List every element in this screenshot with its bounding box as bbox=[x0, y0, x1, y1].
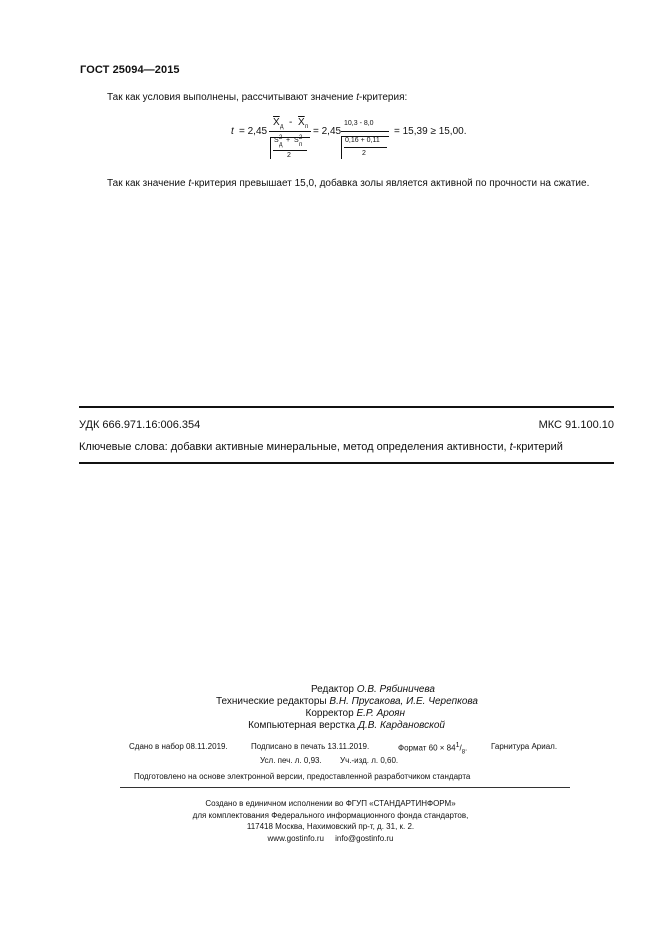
imprint-format: Формат $60 \times 84^1/_8$. bbox=[398, 742, 468, 756]
formula-xp-sub: п bbox=[305, 124, 309, 130]
t-symbol: t bbox=[509, 441, 513, 453]
paragraph-text: Так как значение bbox=[107, 178, 189, 189]
credit-name: Д.В. Кардановской bbox=[357, 720, 445, 731]
footer-line-1: Создано в единичном исполнении во ФГУП «СТАНДАРТИНФОРМ» bbox=[205, 799, 456, 808]
formula-t: t bbox=[231, 126, 234, 137]
imprint-signed: Подписано в печать 13.11.2019. bbox=[251, 742, 370, 751]
paragraph-text: -критерия: bbox=[359, 92, 408, 103]
format-frac-num: 1 bbox=[455, 742, 460, 749]
inner-fraction-line bbox=[273, 150, 307, 151]
keywords-text: Ключевые слова: добавки активные минеральные, метод определения активности, bbox=[79, 441, 510, 453]
formula-sd-sub: д bbox=[279, 142, 283, 148]
credit-layout bbox=[248, 719, 445, 732]
credit-name: В.Н. Прусакова, И.Е. Черепкова bbox=[329, 696, 478, 707]
rule-bottom bbox=[79, 462, 614, 464]
t-test-formula bbox=[231, 117, 481, 165]
keywords-text: -критерий bbox=[512, 441, 563, 453]
formula-plus: + bbox=[286, 137, 291, 144]
footer-line-3: 117418 Москва, Нахимовский пр-т, д. 31, к. 2. bbox=[246, 822, 415, 831]
formula-xp: $\overline{X}$ bbox=[298, 117, 305, 128]
fraction-line-2 bbox=[341, 131, 389, 132]
formula-sp: S bbox=[294, 137, 299, 144]
formula-sd-sup: 2 bbox=[279, 135, 283, 141]
formula-result: = 15,39 ≥ 15,00. bbox=[394, 126, 467, 137]
format-text: Формат 60 × 84 bbox=[398, 743, 456, 753]
formula-xd: $\overline{X}$ bbox=[273, 117, 280, 128]
credit-label: Редактор bbox=[310, 684, 357, 695]
paragraph-text: -критерия превышает 15,0, добавка золы является активной по прочности на сжатие. bbox=[191, 178, 590, 189]
fraction-line bbox=[269, 131, 311, 132]
formula-sd: S bbox=[274, 137, 279, 144]
formula-den2: 0,16 + 0,11 bbox=[345, 137, 380, 144]
credit-name: Е.Р. Ароян bbox=[356, 708, 405, 719]
imprint-font: Гарнитура Ариал. bbox=[491, 742, 558, 751]
formula-num2: 10,3 - 8,0 bbox=[344, 120, 374, 127]
imprint-typeset: Сдано в набор 08.11.2019. bbox=[129, 742, 228, 751]
footer-line-2: для комплектования Федерального информационного фонда стандартов, bbox=[192, 810, 469, 820]
inner-fraction-line-2 bbox=[344, 147, 387, 148]
paragraph-conclusion bbox=[107, 178, 589, 189]
document-header: ГОСТ 25094—2015 bbox=[80, 64, 180, 76]
credit-name: О.В. Рябиничева bbox=[356, 684, 435, 695]
credit-label: Корректор bbox=[305, 708, 357, 719]
sqrt-sign-2 bbox=[341, 136, 342, 159]
paragraph-text: Так как условия выполнены, рассчитывают значение bbox=[107, 92, 357, 103]
credit-label: Компьютерная верстка bbox=[248, 720, 358, 731]
format-frac-den: 8 bbox=[461, 749, 466, 756]
formula-minus: - bbox=[289, 117, 293, 128]
mks-code: МКС 91.100.10 bbox=[538, 419, 614, 431]
rule-top bbox=[79, 406, 614, 408]
formula-eq2: = 2,45 bbox=[313, 126, 342, 137]
t-symbol: t bbox=[188, 178, 192, 189]
format-dot: . bbox=[465, 743, 468, 753]
credit-label: Технические редакторы bbox=[215, 696, 330, 707]
footer-divider bbox=[120, 787, 570, 788]
formula-den2-two: 2 bbox=[362, 150, 366, 157]
keywords bbox=[79, 441, 563, 453]
formula-eq1: = 2,45 bbox=[239, 126, 268, 137]
sqrt-sign bbox=[270, 137, 271, 159]
formula-sp-sup: 2 bbox=[299, 135, 303, 141]
udk-code: УДК 666.971.16:006.354 bbox=[79, 419, 201, 431]
t-symbol: t bbox=[356, 92, 360, 103]
imprint-pub-sheets: Уч.-изд. л. 0,60. bbox=[340, 756, 399, 765]
formula-sp-sub: п bbox=[299, 142, 303, 148]
formula-two: 2 bbox=[287, 152, 291, 159]
footer-line-4: www.gostinfo.ru info@gostinfo.ru bbox=[267, 833, 394, 843]
publisher-footer bbox=[0, 798, 661, 844]
formula-xd-sub: д bbox=[280, 124, 284, 130]
imprint-sheets: Усл. печ. л. 0,93. bbox=[260, 756, 322, 765]
imprint-prepared: Подготовлено на основе электронной версии, предоставленной разработчиком стандарта bbox=[134, 772, 471, 781]
paragraph-conditions bbox=[107, 92, 407, 103]
